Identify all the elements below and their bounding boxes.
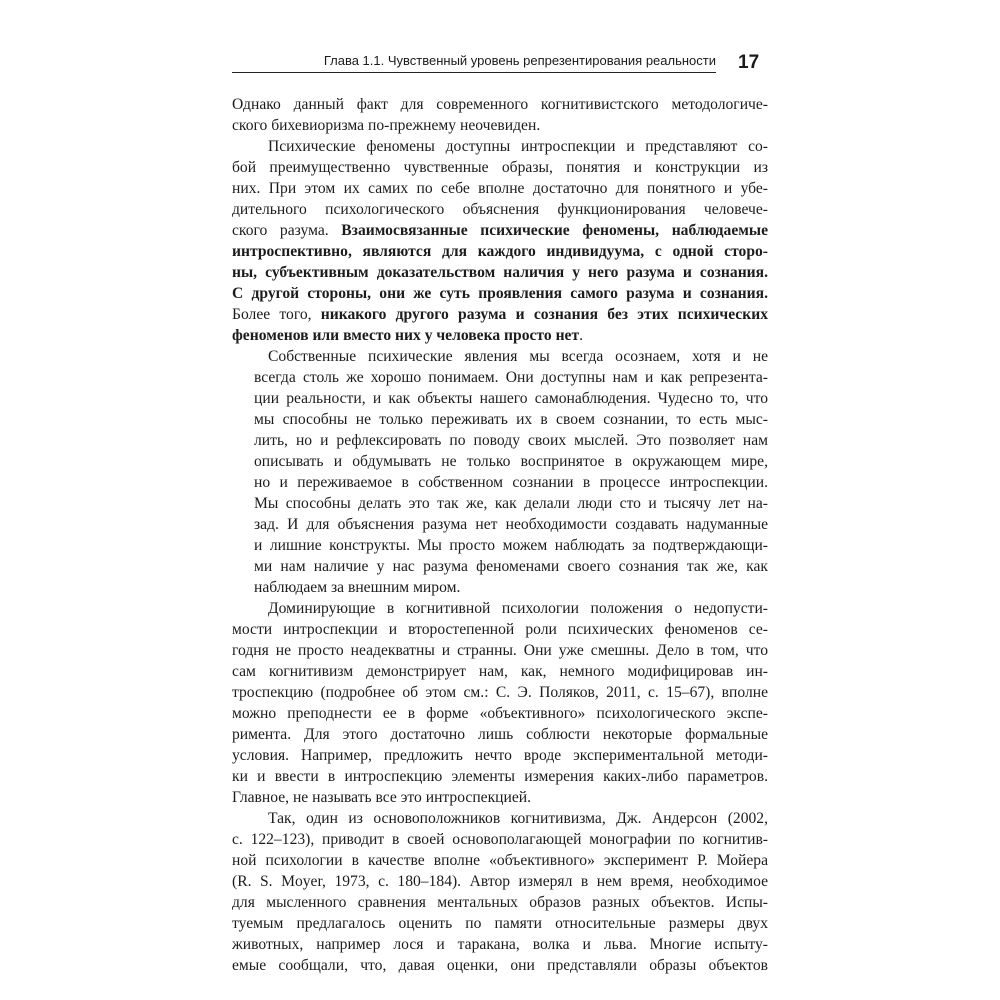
- text-line: описывать и обдумывать не только воспринятое в окружающем мире,: [254, 453, 768, 470]
- text-line: бой преимущественно чувственные образы, понятия и конструкции из: [232, 159, 768, 176]
- text-line: ной психологии в качестве вполне «объективного» эксперимент Р. Мойера: [232, 852, 768, 869]
- text-line: ского бихевиоризма по-прежнему неочевиден.: [232, 117, 541, 134]
- text-line: и лишние конструкты. Мы просто можем наблюдать за подтверждающи-: [254, 537, 768, 554]
- text-line: Психические феномены доступны интроспекции и представляют со-: [268, 138, 768, 155]
- text-line: с. 122–123), приводит в своей основополагающей монографии по когнитив-: [232, 831, 768, 848]
- body-text: [232, 94, 768, 976]
- text-line: наблюдаем за внешним миром.: [254, 579, 461, 596]
- text-line: но и переживаемое в собственном сознании в процессе интроспекции.: [254, 474, 768, 491]
- text-line: для мысленного сравнения ментальных образов разных объектов. Испы-: [232, 894, 768, 911]
- text-line: туемым предлагалось оценить по памяти относительные размеры двух: [232, 915, 768, 932]
- text-line: них. При этом их самих по себе вполне достаточно для понятного и убе-: [232, 180, 768, 197]
- text-line: Однако данный факт для современного когнитивистского методологиче-: [232, 96, 768, 113]
- text-line: (R. S. Moyer, 1973, с. 180–184). Автор измерял в нем время, необходимое: [232, 873, 768, 890]
- text-line: Более того, никакого другого разума и сознания без этих психических: [232, 306, 768, 323]
- text-line: ми нам наличие у нас разума феноменами своего сознания так же, как: [254, 558, 768, 575]
- text-line: С другой стороны, они же суть проявления самого разума и сознания.: [232, 285, 768, 302]
- text-line: ции реальности, и как объекты нашего самонаблюдения. Чудесно то, что: [254, 390, 768, 407]
- text-line: Доминирующие в когнитивной психологии положения о недопусти-: [268, 600, 768, 617]
- text-line: сам когнитивизм демонстрирует нам, как, немного модифицировав ин-: [232, 663, 768, 680]
- text-line: лить, но и рефлексировать по поводу своих мыслей. Это позволяет нам: [254, 432, 768, 449]
- bold-text: Взаимосвязанные психические феномены, наблюдаемые: [341, 222, 768, 239]
- bold-text: никакого другого разума и сознания без этих психических: [320, 306, 768, 323]
- text-line: можно преподнести ее в форме «объективного» психологического экспе-: [232, 705, 768, 722]
- text-line: мы способны не только переживать их в своем сознании, то есть мыс-: [254, 411, 768, 428]
- bold-text: феноменов или вместо них у человека просто нет: [232, 327, 580, 344]
- text-line: ки и ввести в интроспекцию элементы измерения каких-либо параметров.: [232, 768, 768, 785]
- text-line: троспекцию (подробнее об этом см.: С. Э. Поляков, 2011, с. 15–67), вполне: [232, 684, 768, 701]
- text-line: дительного психологического объяснения функционирования человече-: [232, 201, 768, 218]
- text-line: мости интроспекции и второстепенной роли психических феноменов се-: [232, 621, 768, 638]
- text-line: Главное, не называть все это интроспекцией.: [232, 789, 532, 806]
- text-line: всегда столь же хорошо понимаем. Они доступны нам и как репрезента-: [254, 369, 768, 386]
- text-line: емые сообщали, что, давая оценки, они представляли образы объектов: [232, 957, 768, 974]
- text-line: животных, например лося и таракана, волка и льва. Многие испыту-: [232, 936, 768, 953]
- text-line: римента. Для этого достаточно лишь соблюсти некоторые формальные: [232, 726, 768, 743]
- text-line: феноменов или вместо них у человека просто нет.: [232, 327, 584, 344]
- chapter-title: Глава 1.1. Чувственный уровень репрезентирования реальности: [323, 53, 716, 68]
- text-line: зад. И для объяснения разума нет необходимости создавать надуманные: [254, 516, 768, 533]
- text-line: Мы способны делать это так же, как делали люди сто и тысячу лет на-: [254, 495, 768, 512]
- text-line: ны, субъективным доказательством наличия у него разума и сознания.: [232, 264, 768, 281]
- text-line: интроспективно, являются для каждого индивидуума, с одной сторо-: [232, 243, 768, 260]
- running-head: [232, 50, 716, 73]
- text-line: годня не просто неадекватны и странны. Они уже смешны. Дело в том, что: [232, 642, 768, 659]
- text-line: Собственные психические явления мы всегда осознаем, хотя и не: [268, 348, 768, 365]
- text-line: Так, один из основоположников когнитивизма, Дж. Андерсон (2002,: [268, 810, 768, 827]
- text-line: условия. Например, предложить нечто вроде экспериментальной методи-: [232, 747, 768, 764]
- text-line: ского разума. Взаимосвязанные психические феномены, наблюдаемые: [232, 222, 768, 239]
- page-number: 17: [738, 52, 760, 73]
